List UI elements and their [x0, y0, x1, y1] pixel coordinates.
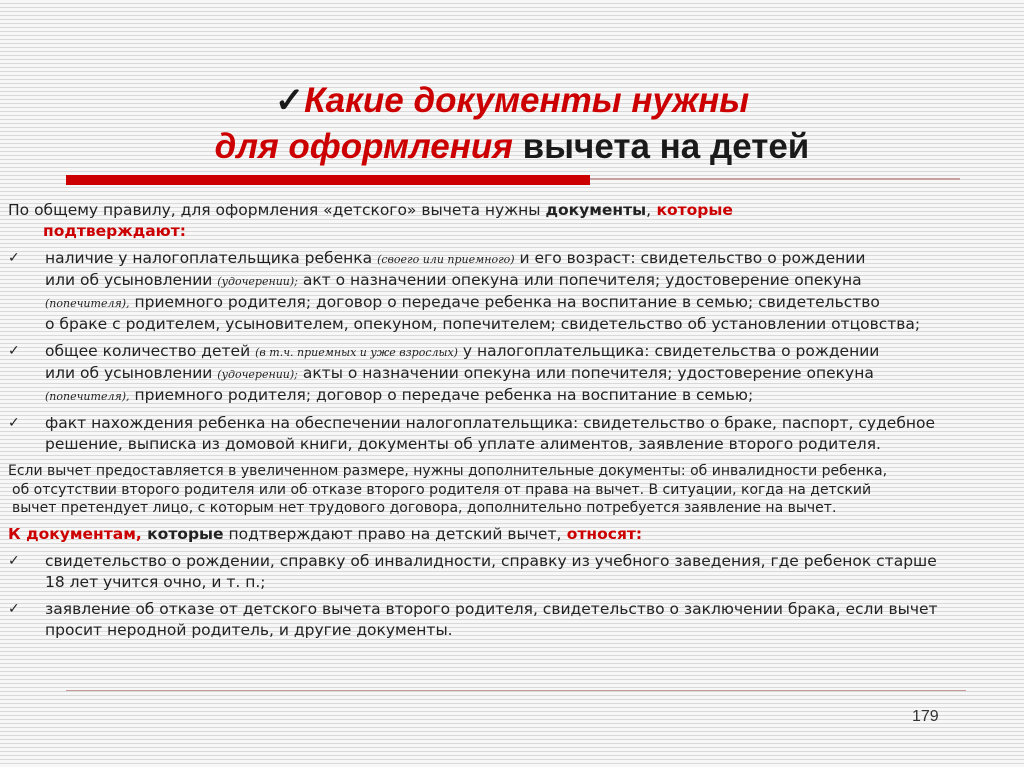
title-line-2 [0, 124, 1024, 170]
intro-bold: документы [545, 201, 647, 219]
section2-heading: К документам, которые подтверждают право на детский вычет, относят: [8, 524, 643, 543]
title-text-2-dark: вычета на детей [522, 127, 810, 166]
slide-body [8, 200, 1008, 641]
list-item: ✓ общее количество детей (в т.ч. приемных и уже взрослых) у налогоплательщика: свидетельства о рождении или об усыновлении (удочерении); акты о назначении опекуна или попечителя; удостоверение опекуна (попечителя), приемного родителя; договор о передаче ребенка на воспитание в семью; [8, 342, 880, 404]
checkmark-icon: ✓ [8, 600, 20, 617]
checkmark-icon: ✓ [8, 250, 20, 266]
checkmark-icon: ✓ [8, 343, 20, 359]
intro-text: По общему правилу, для оформления «детского» вычета нужны [8, 201, 546, 219]
title-text-2-red: для оформления [214, 127, 513, 166]
page-number: 179 [912, 708, 939, 725]
footer-divider [66, 690, 966, 691]
intro-paragraph: По общему правилу, для оформления «детского» вычета нужны документы, которые подтверждают: [8, 201, 733, 240]
list-item: ✓ факт нахождения ребенка на обеспечении налогоплательщика: свидетельство о браке, паспорт, судебное решение, выписка из домовой книги, документы об уплате алиментов, заявление второго родителя. [8, 414, 936, 453]
intro-red: которые [651, 201, 733, 219]
additional-note: Если вычет предоставляется в увеличенном размере, нужны дополнительные документы: об инвалидности ребенка, об отсутствии второго родителя или об отказе второго родителя от права на вычет. В ситуации, когда на детский вычет претендует лицо, с которым нет трудового договора, дополнительно потребуется заявление на вычет. [8, 463, 888, 516]
list-item: ✓ наличие у налогоплательщика ребенка (своего или приемного) и его возраст: свидетельство о рождении или об усыновлении (удочерении); акт о назначении опекуна или попечителя; удостоверение опекуна (попечителя), приемного родителя; договор о передаче ребенка на воспитание в семью; свидетельство о браке с родителем, усыновителем, опекуном, попечителем; свидетельство об установлении отцовства; [8, 249, 921, 333]
checkmark-icon: ✓ [8, 552, 20, 569]
title-line-1 [0, 78, 1024, 124]
list-item: ✓ заявление об отказе от детского вычета второго родителя, свидетельство о заключении брака, если вычет просит неродной родитель, и другие документы. [8, 599, 938, 639]
slide-title [0, 78, 1024, 170]
intro-red-line2: подтверждают: [43, 222, 186, 240]
list-item: ✓ свидетельство о рождении, справку об инвалидности, справку из учебного заведения, где ребенок старше 18 лет учится очно, и т. п.; [8, 551, 937, 591]
checkmark-icon: ✓ [8, 415, 20, 431]
checkmark-icon: ✓ [274, 81, 305, 120]
title-underline-red [66, 175, 590, 185]
title-text-1: Какие документы нужны [304, 81, 750, 120]
title-underline-thin [590, 178, 960, 180]
